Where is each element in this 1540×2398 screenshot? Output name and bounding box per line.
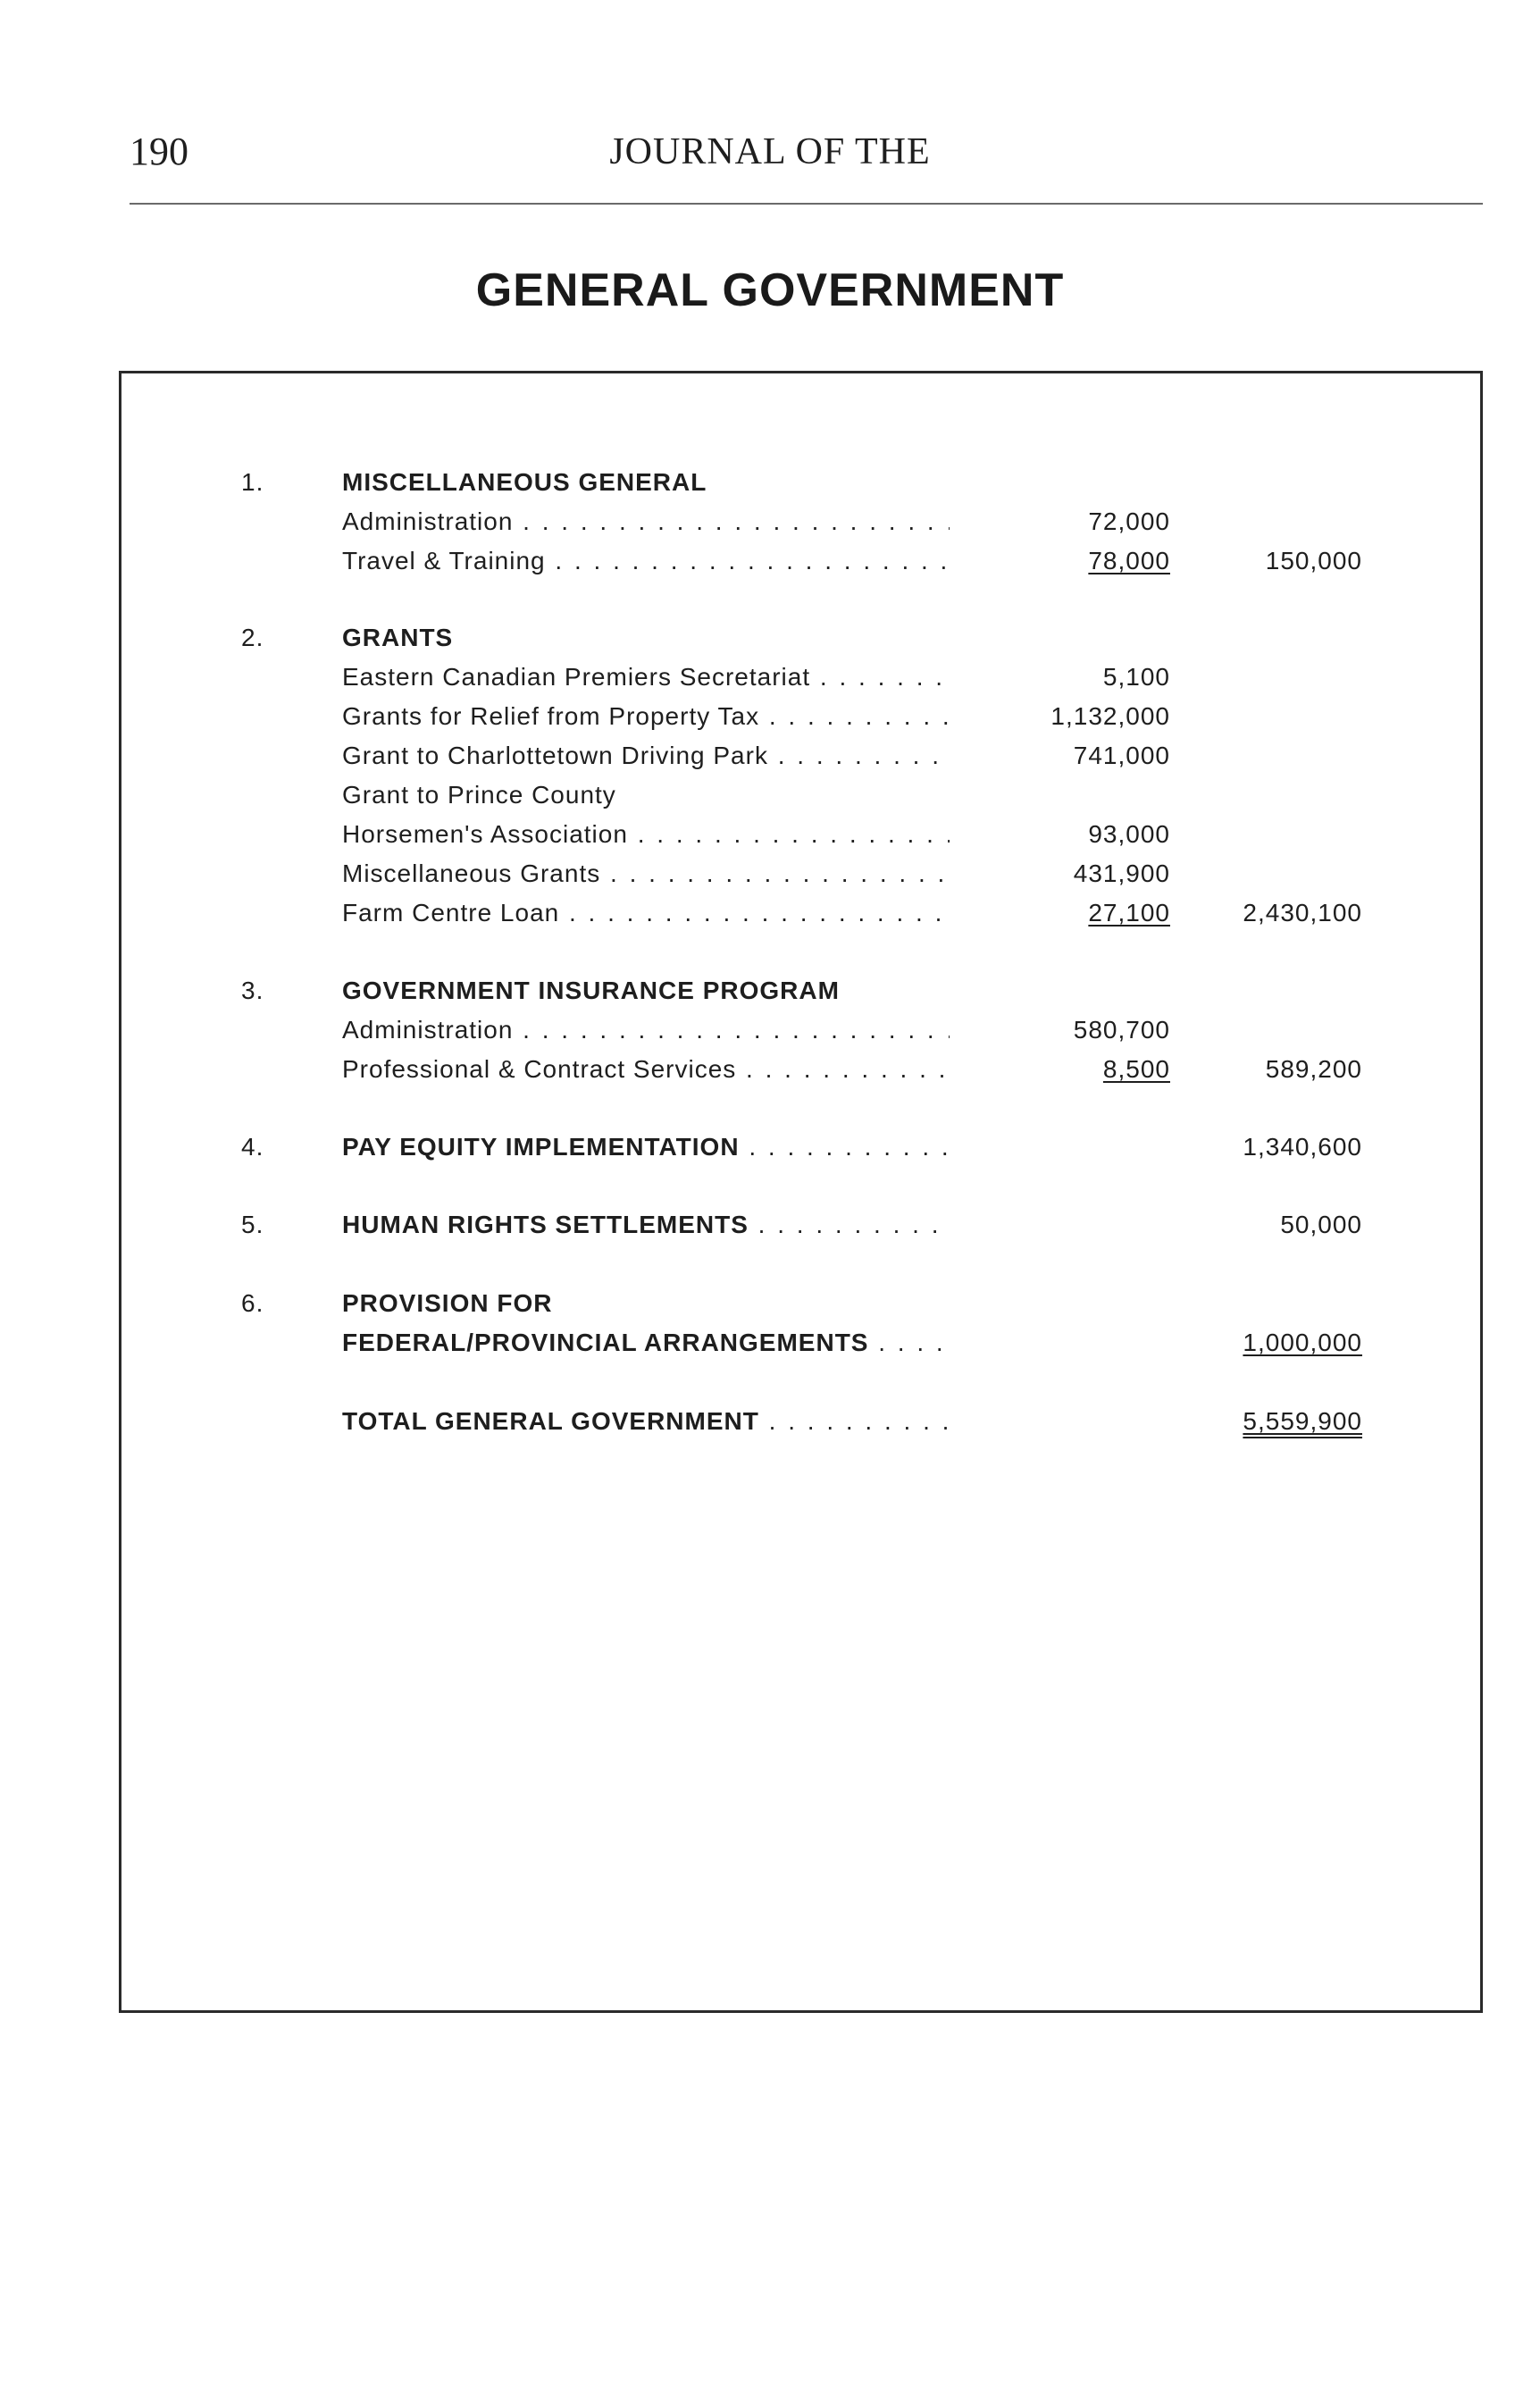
item-number: 2. bbox=[241, 624, 264, 651]
amount-value: 27,100 bbox=[1088, 899, 1170, 926]
item-label: Farm Centre Loan . . . bbox=[342, 893, 950, 933]
table-row bbox=[0, 1050, 1540, 1089]
item-label: Eastern Canadian Premiers Secretariat . . . bbox=[342, 658, 950, 697]
amount-value: 5,100 bbox=[1102, 663, 1170, 691]
item-label: PROVISION FOR bbox=[342, 1289, 553, 1317]
table-row bbox=[0, 463, 1540, 502]
item-label: Travel & Training . . . bbox=[342, 541, 950, 581]
amount-value: 431,900 bbox=[1073, 859, 1170, 887]
item-label: Administration . . . bbox=[342, 1010, 950, 1050]
item-number: 6. bbox=[241, 1289, 264, 1317]
table-row bbox=[0, 1323, 1540, 1362]
item-label: TOTAL GENERAL GOVERNMENT . . . bbox=[342, 1402, 950, 1441]
item-label: Grant to Charlottetown Driving Park . . . bbox=[342, 736, 950, 776]
content-frame bbox=[119, 371, 1483, 2013]
amount-value: 8,500 bbox=[1102, 1055, 1170, 1083]
item-label: FEDERAL/PROVINCIAL ARRANGEMENTS . . . bbox=[342, 1323, 950, 1362]
amount-value: 93,000 bbox=[1088, 820, 1170, 848]
item-label: GOVERNMENT INSURANCE PROGRAM bbox=[342, 977, 840, 1004]
item-label: Grant to Prince County bbox=[342, 781, 616, 809]
table-row bbox=[0, 971, 1540, 1010]
item-number: 4. bbox=[241, 1133, 264, 1161]
table-row bbox=[0, 1128, 1540, 1167]
running-head: JOURNAL OF THE bbox=[609, 131, 931, 172]
item-label: PAY EQUITY IMPLEMENTATION . . . bbox=[342, 1128, 950, 1167]
item-label: HUMAN RIGHTS SETTLEMENTS . . . bbox=[342, 1205, 950, 1245]
subtotal-value: 5,559,900 bbox=[1243, 1407, 1362, 1435]
table-row bbox=[0, 1402, 1540, 1441]
table-row bbox=[0, 541, 1540, 581]
amount-value: 1,132,000 bbox=[1050, 702, 1170, 730]
subtotal-value: 1,000,000 bbox=[1243, 1329, 1362, 1356]
table-row bbox=[0, 658, 1540, 697]
table-row bbox=[0, 776, 1540, 815]
header-rule bbox=[130, 203, 1483, 205]
amount-value: 741,000 bbox=[1073, 742, 1170, 769]
subtotal-value: 50,000 bbox=[1280, 1211, 1362, 1238]
item-label: Horsemen's Association . . . bbox=[342, 815, 950, 854]
table-row bbox=[0, 618, 1540, 658]
amount-value: 580,700 bbox=[1073, 1016, 1170, 1044]
item-number: 3. bbox=[241, 977, 264, 1004]
subtotal-value: 150,000 bbox=[1265, 547, 1362, 574]
item-label: MISCELLANEOUS GENERAL bbox=[342, 468, 707, 496]
table-row bbox=[0, 502, 1540, 541]
page-title: GENERAL GOVERNMENT bbox=[475, 264, 1065, 316]
table-row bbox=[0, 854, 1540, 893]
table-row bbox=[0, 1284, 1540, 1323]
table-row bbox=[0, 736, 1540, 776]
table-row bbox=[0, 815, 1540, 854]
item-number: 5. bbox=[241, 1211, 264, 1238]
table-row bbox=[0, 893, 1540, 933]
table-row bbox=[0, 697, 1540, 736]
table-row bbox=[0, 1010, 1540, 1050]
item-label: Administration . . . bbox=[342, 502, 950, 541]
item-label: Grants for Relief from Property Tax . . . bbox=[342, 697, 950, 736]
subtotal-value: 589,200 bbox=[1265, 1055, 1362, 1083]
amount-value: 72,000 bbox=[1088, 507, 1170, 535]
item-label: GRANTS bbox=[342, 624, 454, 651]
subtotal-value: 2,430,100 bbox=[1243, 899, 1362, 926]
item-label: Professional & Contract Services . . . bbox=[342, 1050, 950, 1089]
subtotal-value: 1,340,600 bbox=[1243, 1133, 1362, 1161]
table-row bbox=[0, 1205, 1540, 1245]
item-label: Miscellaneous Grants . . . bbox=[342, 854, 950, 893]
page-number: 190 bbox=[130, 130, 188, 173]
amount-value: 78,000 bbox=[1088, 547, 1170, 574]
item-number: 1. bbox=[241, 468, 264, 496]
